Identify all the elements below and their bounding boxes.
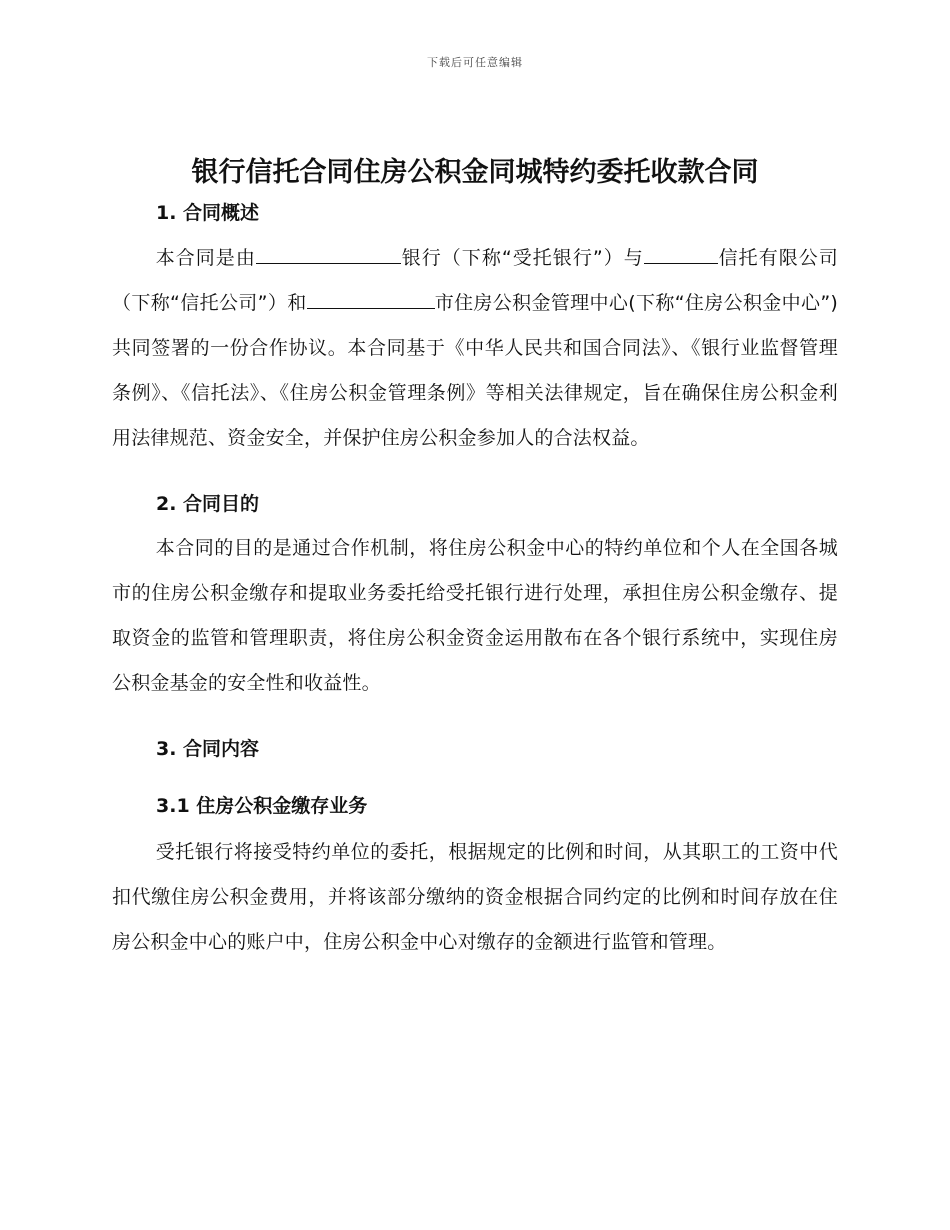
- document-title: 银行信托合同住房公积金同城特约委托收款合同: [191, 157, 759, 188]
- section-3-1-paragraph: 受托银行将接受特约单位的委托，根据规定的比例和时间，从其职工的工资中代扣代缴住房公积金费用，并将该部分缴纳的资金根据合同约定的比例和时间存放在住房公积金中心的账户中，住房公积金中心对缴存的金额进行监管和管理。: [112, 841, 838, 953]
- blank-city-name: [307, 288, 435, 309]
- section-2-heading: 2. 合同目的: [156, 493, 260, 515]
- section-1-paragraph: [112, 236, 838, 461]
- section-3-1-heading: 3.1 住房公积金缴存业务: [156, 795, 368, 817]
- para-1-text-a: 本合同是由: [155, 247, 256, 269]
- document-body: [112, 198, 838, 965]
- blank-bank-name: [256, 243, 401, 264]
- header-note: 下载后可任意编辑: [427, 56, 523, 69]
- para-1-text-b: 银行（下称“受托银行”）与: [400, 247, 644, 269]
- para-1-text-c: 信托有限公司（下称“信托公司”）和: [112, 247, 838, 314]
- section-3-heading: 3. 合同内容: [156, 738, 260, 760]
- para-1-text-d: 市住房公积金管理中心(下称“住房公积金中心”)共同签署的一份合作协议。本合同基于《中华人民共和国合同法》、《银行业监督管理条例》、《信托法》、《住房公积金管理条例》等相关法律规定，旨在确保住房公积金利用法律规范、资金安全，并保护住房公积金参加人的合法权益。: [112, 292, 838, 449]
- section-2-paragraph: 本合同的目的是通过合作机制，将住房公积金中心的特约单位和个人在全国各城市的住房公积金缴存和提取业务委托给受托银行进行处理，承担住房公积金缴存、提取资金的监管和管理职责，将住房公积金资金运用散布在各个银行系统中，实现住房公积金基金的安全性和收益性。: [112, 537, 838, 694]
- blank-trust-name: [644, 243, 718, 264]
- section-1-heading: 1. 合同概述: [156, 202, 260, 224]
